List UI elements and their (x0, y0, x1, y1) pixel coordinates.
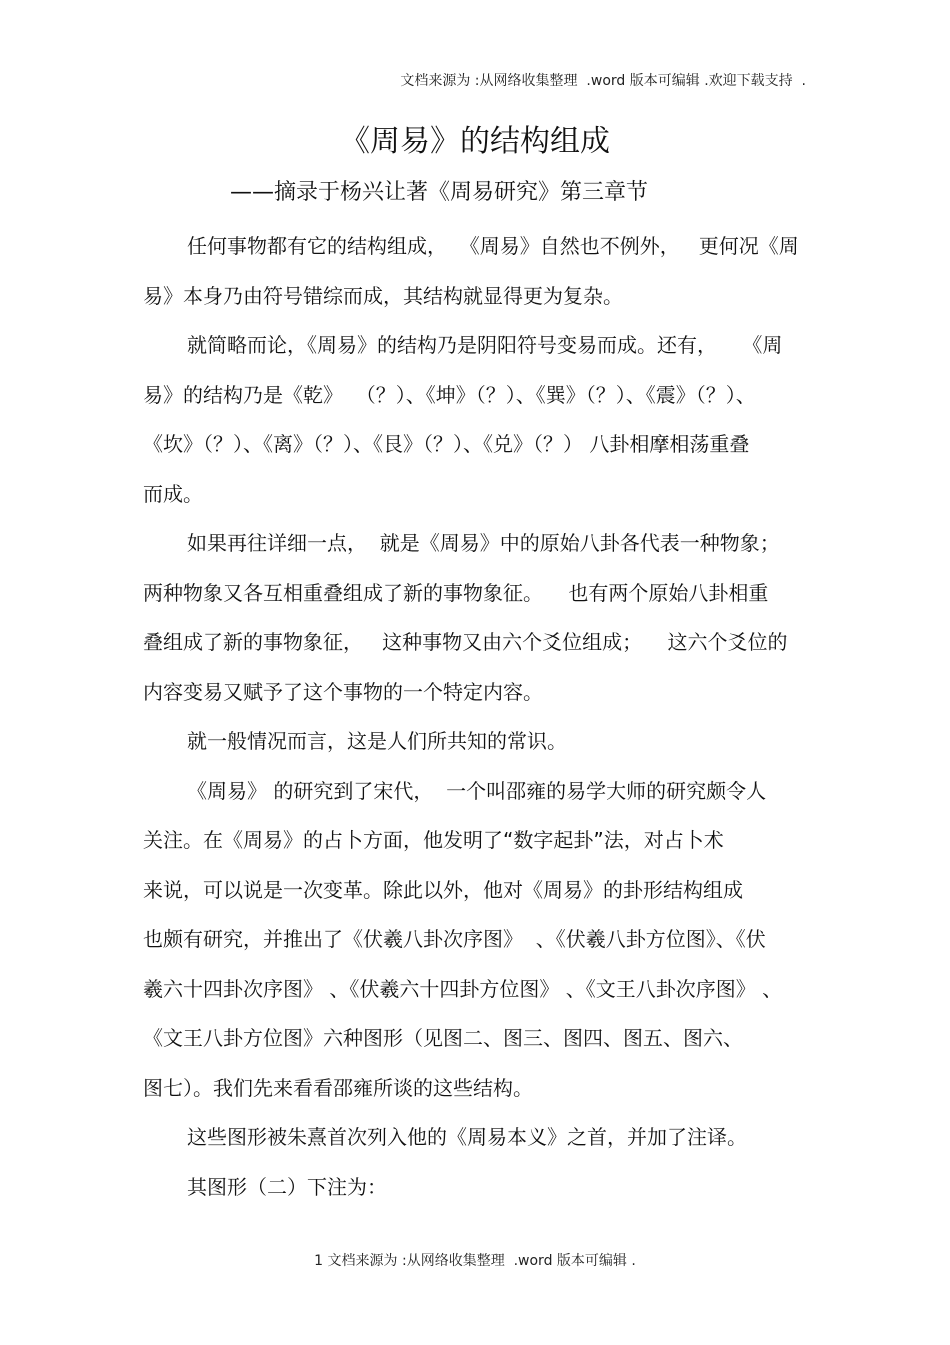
paragraph-2-line-4: 而成。 (143, 481, 203, 506)
page-footer: 1 文档来源为 :从网络收集整理 .word 版本可编辑 . (314, 1253, 636, 1269)
paragraph-2-line-1: 就简略而论，《周易》的结构乃是阴阳符号变易而成。还有， 《周 (187, 333, 783, 357)
paragraph-6-line-1: 这些图形被朱熹首次列入他的《周易本义》之首，并加了注译。 (187, 1125, 747, 1149)
document-subtitle: ——摘录于杨兴让著《周易研究》第三章节 (230, 180, 649, 205)
paragraph-2-line-2: 易》的结构乃是《乾》 （？）、《坤》（？）、《巽》（？）、《震》（？）、 (143, 382, 756, 407)
page-header: 文档来源为 :从网络收集整理 .word 版本可编辑 .欢迎下载支持 . (400, 73, 806, 89)
paragraph-3-line-4: 内容变易又赋予了这个事物的一个特定内容。 (143, 679, 543, 704)
paragraph-7-line-1: 其图形（二）下注为： (187, 1174, 387, 1199)
paragraph-3-line-1: 如果再往详细一点， 就是《周易》中的原始八卦各代表一种物象； (187, 531, 780, 555)
paragraph-5-line-5: 羲六十四卦次序图》 、《伏羲六十四卦方位图》 、《文王八卦次序图》 、 (143, 976, 783, 1001)
paragraph-5-line-2: 关注。在《周易》的占卜方面，他发明了“数字起卦”法，对占卜术 (143, 828, 724, 852)
body-text (143, 222, 811, 1212)
paragraph-3-line-2: 两种物象又各互相重叠组成了新的事物象征。 也有两个原始八卦相重 (143, 580, 769, 605)
paragraph-5-line-4: 也颇有研究，并推出了《伏羲八卦次序图》 、《伏羲八卦方位图》、《伏 (143, 927, 766, 951)
paragraph-5-line-1: 《周易》 的研究到了宋代， 一个叫邵雍的易学大师的研究颇令人 (187, 778, 767, 803)
paragraph-2-line-3: 《坎》（？）、《离》（？）、《艮》（？）、《兑》（？） 八卦相摩相荡重叠 (143, 432, 750, 456)
paragraph-1-line-1: 任何事物都有它的结构组成， 《周易》自然也不例外， 更何况《周 (187, 234, 799, 258)
paragraph-3-line-3: 叠组成了新的事物象征， 这种事物又由六个爻位组成； 这六个爻位的 (143, 630, 788, 654)
paragraph-1-line-2: 易》本身乃由符号错综而成，其结构就显得更为复杂。 (143, 283, 623, 308)
paragraph-5-line-7: 图七）。我们先来看看邵雍所谈的这些结构。 (143, 1075, 533, 1100)
paragraph-5-line-6: 《文王八卦方位图》六种图形（见图二、图三、图四、图五、图六、 (143, 1026, 743, 1050)
paragraph-5-line-3: 来说，可以说是一次变革。除此以外，他对《周易》的卦形结构组成 (143, 877, 743, 902)
paragraph-4-line-1: 就一般情况而言，这是人们所共知的常识。 (187, 729, 567, 753)
document-title: 《周易》的结构组成 (340, 124, 610, 159)
